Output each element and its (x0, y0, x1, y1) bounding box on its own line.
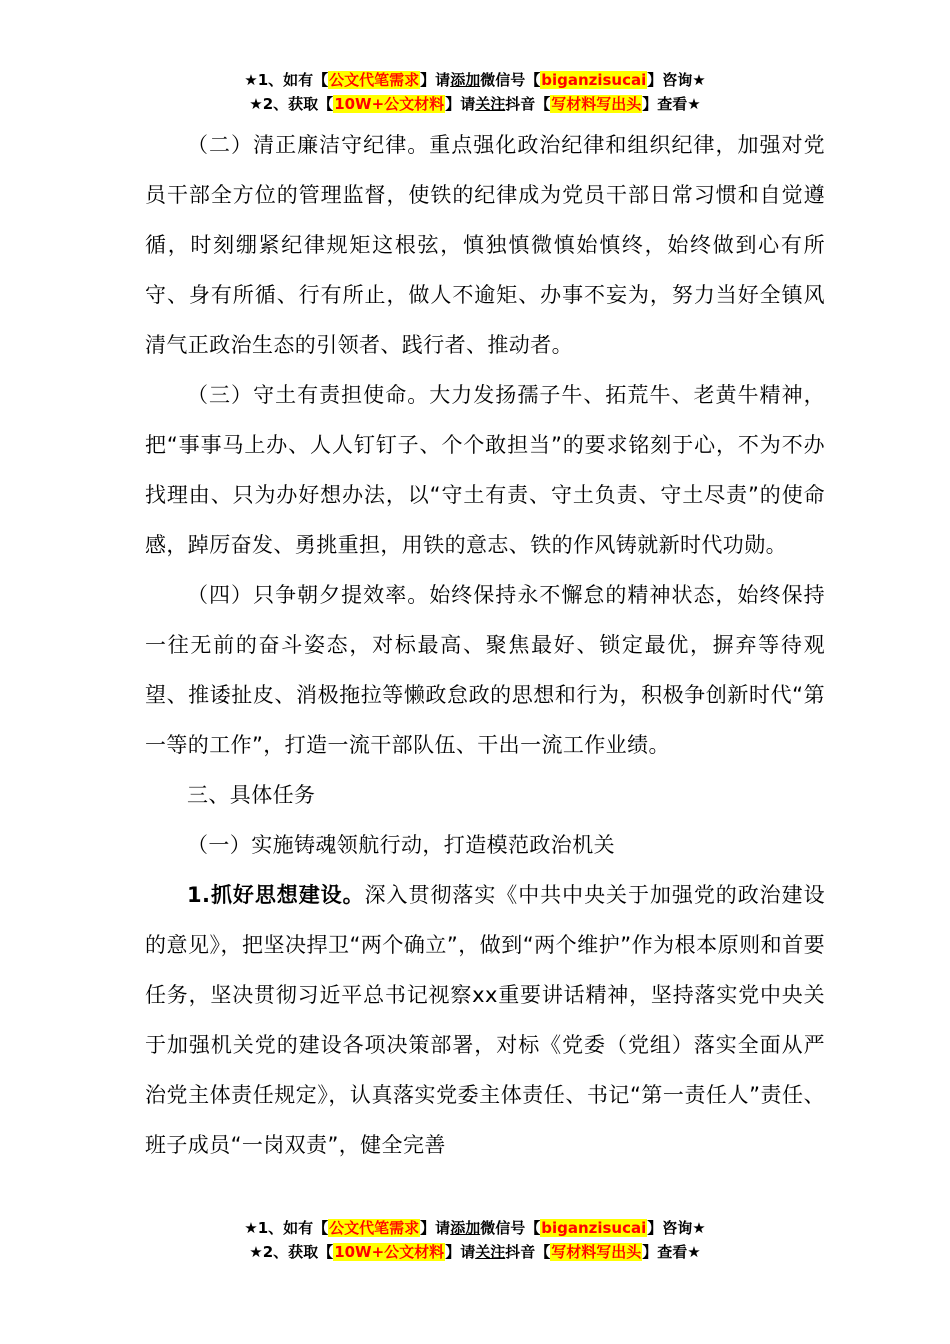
paragraph-ideology (145, 870, 825, 1170)
banner-text: 抖音【 (505, 1243, 551, 1261)
banner-text: ★2、获取【 (249, 1243, 334, 1261)
banner-text: 微信号【 (480, 71, 541, 89)
bottom-banner (0, 1216, 950, 1264)
paragraph-responsibility: （三）守土有责担使命。大力发扬孺子牛、拓荒牛、老黄牛精神，把“事事马上办、人人钉钉子、个个敢担当”的要求铭刻于心，不为不办找理由、只为办好想办法，以“守土有责、守土负责、守土尽责”的使命感，踔厉奋发、勇挑重担，用铁的意志、铁的作风铸就新时代功勋。 (145, 383, 825, 557)
banner-text: 】请 (445, 1243, 476, 1261)
top-banner (0, 68, 950, 116)
paragraph-efficiency: （四）只争朝夕提效率。始终保持永不懈怠的精神状态，始终保持一往无前的奋斗姿态，对标最高、聚焦最好、锁定最优，摒弃等待观望、推诿扯皮、消极拖拉等懒政怠政的思想和行为，积极争创新时代“第一等的工作”，打造一流干部队伍、干出一流工作业绩。 (145, 583, 825, 757)
banner-text: 】查看★ (642, 95, 701, 113)
document-body (145, 120, 825, 1170)
banner-line-2 (0, 1240, 950, 1264)
section-heading-tasks: 三、具体任务 (187, 783, 316, 807)
banner-text: 】查看★ (642, 1243, 701, 1261)
banner-underlined-text: 关注 (475, 95, 506, 113)
banner-text: 】咨询★ (647, 71, 706, 89)
banner-text: ★1、如有【 (244, 71, 329, 89)
banner-text: 抖音【 (505, 95, 551, 113)
banner-underlined-text: 关注 (475, 1243, 506, 1261)
banner-text: 微信号【 (480, 1219, 541, 1237)
banner-line-2 (0, 92, 950, 116)
paragraph-lead: 1.抓好思想建设。 (187, 883, 365, 907)
subsection-heading: （一）实施铸魂领航行动，打造模范政治机关 (187, 833, 615, 857)
banner-underlined-text: 添加 (450, 71, 481, 89)
banner-text: ★2、获取【 (249, 95, 334, 113)
banner-text: 】请 (445, 95, 476, 113)
highlight-wechat-id: biganzisucai (541, 1219, 647, 1237)
banner-text: 】咨询★ (647, 1219, 706, 1237)
banner-underlined-text: 添加 (450, 1219, 481, 1237)
banner-text: 】请 (420, 1219, 451, 1237)
highlight-service: 公文代笔需求 (329, 1219, 420, 1237)
paragraph-text: 深入贯彻落实《中共中央关于加强党的政治建设的意见》，把坚决捍卫“两个确立”，做到“两个维护”作为根本原则和首要任务，坚决贯彻习近平总书记视察xx重要讲话精神，坚持落实党中央关于加强机关党的建设各项决策部署，对标《党委（党组）落实全面从严治党主体责任规定》，认真落实党委主体责任、书记“第一责任人”责任、班子成员“一岗双责”，健全完善 (145, 883, 825, 1157)
highlight-douyin-account: 写材料写出头 (551, 95, 642, 113)
highlight-wechat-id: biganzisucai (541, 71, 647, 89)
paragraph-discipline: （二）清正廉洁守纪律。重点强化政治纪律和组织纪律，加强对党员干部全方位的管理监督，使铁的纪律成为党员干部日常习惯和自觉遵循，时刻绷紧纪律规矩这根弦，慎独慎微慎始慎终，始终做到心有所守、身有所循、行有所止，做人不逾矩、办事不妄为，努力当好全镇风清气正政治生态的引领者、践行者、推动者。 (145, 133, 825, 357)
banner-text: 】请 (420, 71, 451, 89)
highlight-materials: 10W+公文材料 (334, 95, 445, 113)
banner-line-1 (0, 68, 950, 92)
banner-text: ★1、如有【 (244, 1219, 329, 1237)
banner-line-1 (0, 1216, 950, 1240)
highlight-materials: 10W+公文材料 (334, 1243, 445, 1261)
highlight-douyin-account: 写材料写出头 (551, 1243, 642, 1261)
highlight-service: 公文代笔需求 (329, 71, 420, 89)
